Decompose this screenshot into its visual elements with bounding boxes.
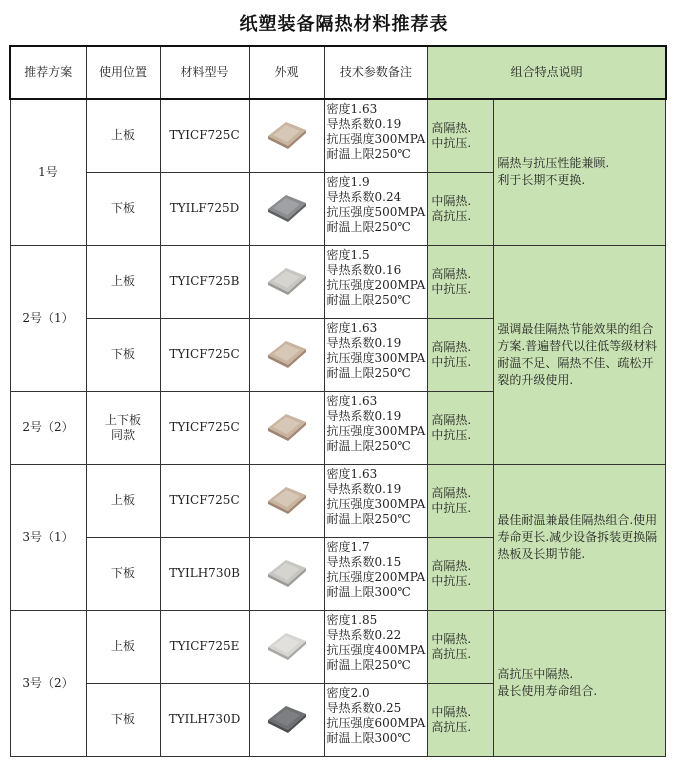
params-cell bbox=[324, 464, 428, 537]
param-line: 密度1.9 bbox=[326, 174, 370, 189]
appearance-cell bbox=[249, 99, 324, 172]
param-line: 导热系数0.22 bbox=[326, 627, 402, 642]
appearance-cell bbox=[249, 318, 324, 391]
light-tile-icon bbox=[264, 262, 310, 298]
light-tile-icon bbox=[264, 554, 310, 590]
note-line: 高抗压. bbox=[431, 646, 472, 661]
beige-tile-icon bbox=[264, 116, 310, 152]
param-line: 抗压强度300MPA bbox=[326, 496, 426, 511]
param-line: 密度1.63 bbox=[326, 466, 378, 481]
param-line: 耐温上限250℃ bbox=[326, 657, 411, 672]
params-cell bbox=[324, 610, 428, 683]
feature-line: 最长使用寿命组合. bbox=[497, 684, 598, 698]
param-line: 耐温上限300℃ bbox=[326, 584, 411, 599]
param-line: 耐温上限250℃ bbox=[326, 438, 411, 453]
model-cell: TYICF725C bbox=[160, 99, 249, 172]
position-cell bbox=[86, 391, 160, 464]
note-line: 中抗压. bbox=[431, 427, 472, 442]
note-line: 中抗压. bbox=[431, 281, 472, 296]
note-cell bbox=[428, 391, 494, 464]
features-cell bbox=[494, 245, 666, 464]
model-cell: TYILH730D bbox=[160, 683, 249, 756]
params-cell bbox=[324, 683, 428, 756]
header-features: 组合特点说明 bbox=[428, 46, 666, 99]
beige-tile-icon bbox=[264, 335, 310, 371]
param-line: 导热系数0.16 bbox=[326, 262, 402, 277]
note-cell bbox=[428, 245, 494, 318]
model-cell: TYICF725C bbox=[160, 464, 249, 537]
note-cell bbox=[428, 537, 494, 610]
note-line: 中隔热. bbox=[431, 704, 472, 719]
features-cell bbox=[494, 610, 666, 756]
feature-line: 隔热与抗压性能兼顾. bbox=[497, 156, 610, 171]
page-title: 纸塑装备隔热材料推荐表 bbox=[239, 14, 449, 35]
feature-line: 利于长期不更换. bbox=[497, 173, 586, 188]
position-cell: 下板 bbox=[86, 172, 160, 245]
appearance-cell bbox=[249, 172, 324, 245]
param-line: 耐温上限250℃ bbox=[326, 147, 411, 161]
note-cell bbox=[428, 683, 494, 756]
position-cell: 下板 bbox=[86, 537, 160, 610]
note-line: 高抗压. bbox=[431, 208, 472, 223]
header-model: 材料型号 bbox=[160, 46, 249, 99]
param-line: 密度1.7 bbox=[326, 539, 370, 554]
features-cell bbox=[494, 464, 666, 610]
param-line: 密度1.63 bbox=[326, 393, 378, 408]
param-line: 耐温上限250℃ bbox=[326, 292, 411, 307]
param-line: 密度1.85 bbox=[326, 612, 378, 627]
beige-tile-icon bbox=[264, 481, 310, 517]
features-cell bbox=[494, 99, 666, 245]
appearance-cell bbox=[249, 464, 324, 537]
material-table bbox=[9, 45, 667, 757]
header-row bbox=[10, 46, 666, 99]
note-line: 中抗压. bbox=[431, 500, 472, 515]
note-line: 高隔热. bbox=[431, 412, 472, 427]
param-line: 抗压强度600MPA bbox=[326, 715, 426, 730]
position-line: 同款 bbox=[110, 427, 135, 442]
position-cell: 上板 bbox=[86, 464, 160, 537]
scheme-label: 3号（2） bbox=[10, 610, 86, 756]
note-cell bbox=[428, 99, 494, 172]
feature-line: 高抗压中隔热. bbox=[497, 667, 574, 681]
param-line: 抗压强度200MPA bbox=[326, 569, 426, 584]
param-line: 抗压强度400MPA bbox=[326, 642, 426, 657]
table-row bbox=[10, 464, 666, 537]
beige-tile-icon bbox=[264, 408, 310, 444]
params-cell bbox=[324, 537, 428, 610]
position-cell: 下板 bbox=[86, 683, 160, 756]
scheme-label: 3号（1） bbox=[10, 464, 86, 610]
model-cell: TYICF725B bbox=[160, 245, 249, 318]
param-line: 抗压强度500MPA bbox=[326, 204, 426, 219]
param-line: 密度1.63 bbox=[326, 320, 378, 335]
note-line: 高隔热. bbox=[431, 120, 472, 135]
param-line: 导热系数0.15 bbox=[326, 554, 402, 569]
position-cell: 下板 bbox=[86, 318, 160, 391]
header-position: 使用位置 bbox=[86, 46, 160, 99]
gray-tile-icon bbox=[264, 189, 310, 225]
param-line: 导热系数0.19 bbox=[326, 335, 402, 350]
note-line: 高隔热. bbox=[431, 266, 472, 281]
feature-line: 强调最佳隔热节能效果的组合方案.普遍替代以往低等级材料耐温不足、隔热不佳、疏松开裂的升级使用. bbox=[497, 321, 658, 387]
header-scheme: 推荐方案 bbox=[10, 46, 86, 99]
appearance-cell bbox=[249, 391, 324, 464]
param-line: 耐温上限250℃ bbox=[326, 219, 411, 234]
note-line: 高隔热. bbox=[431, 558, 472, 573]
note-line: 中隔热. bbox=[431, 631, 472, 646]
param-line: 耐温上限250℃ bbox=[326, 365, 411, 380]
param-line: 抗压强度300MPA bbox=[326, 423, 426, 438]
param-line: 导热系数0.25 bbox=[326, 700, 402, 715]
position-cell: 上板 bbox=[86, 99, 160, 172]
note-cell bbox=[428, 318, 494, 391]
feature-line: 最佳耐温兼最佳隔热组合.使用寿命更长.减少设备拆装更换隔热板及长期节能. bbox=[497, 512, 658, 561]
param-line: 导热系数0.19 bbox=[326, 481, 402, 496]
note-cell bbox=[428, 610, 494, 683]
note-line: 中抗压. bbox=[431, 573, 472, 588]
param-line: 抗压强度300MPA bbox=[326, 350, 426, 365]
table-row bbox=[10, 99, 666, 172]
appearance-cell bbox=[249, 537, 324, 610]
note-line: 高隔热. bbox=[431, 339, 472, 354]
param-line: 密度2.0 bbox=[326, 685, 370, 700]
note-cell bbox=[428, 172, 494, 245]
model-cell: TYICF725C bbox=[160, 318, 249, 391]
pale-tile-icon bbox=[264, 627, 310, 663]
scheme-label: 2号（2） bbox=[10, 391, 86, 464]
model-cell: TYICF725C bbox=[160, 391, 249, 464]
param-line: 耐温上限300℃ bbox=[326, 730, 411, 745]
appearance-cell bbox=[249, 683, 324, 756]
note-cell bbox=[428, 464, 494, 537]
note-line: 高抗压. bbox=[431, 719, 472, 734]
param-line: 密度1.5 bbox=[326, 247, 370, 262]
params-cell bbox=[324, 318, 428, 391]
param-line: 耐温上限250℃ bbox=[326, 511, 411, 526]
param-line: 导热系数0.19 bbox=[326, 117, 402, 131]
scheme-label: 2号（1） bbox=[10, 245, 86, 391]
params-cell bbox=[324, 172, 428, 245]
param-line: 导热系数0.24 bbox=[326, 189, 402, 204]
appearance-cell bbox=[249, 245, 324, 318]
model-cell: TYICF725E bbox=[160, 610, 249, 683]
param-line: 密度1.63 bbox=[326, 102, 378, 116]
param-line: 抗压强度300MPA bbox=[326, 132, 426, 146]
header-params: 技术参数备注 bbox=[324, 46, 428, 99]
dark-tile-icon bbox=[264, 700, 310, 736]
scheme-label: 1号 bbox=[10, 99, 86, 245]
model-cell: TYILH730B bbox=[160, 537, 249, 610]
position-cell: 上板 bbox=[86, 245, 160, 318]
params-cell bbox=[324, 245, 428, 318]
header-appearance: 外观 bbox=[249, 46, 324, 99]
param-line: 导热系数0.19 bbox=[326, 408, 402, 423]
params-cell bbox=[324, 391, 428, 464]
model-cell: TYILF725D bbox=[160, 172, 249, 245]
table-row bbox=[10, 610, 666, 683]
position-cell: 上板 bbox=[86, 610, 160, 683]
params-cell bbox=[324, 99, 428, 172]
appearance-cell bbox=[249, 610, 324, 683]
param-line: 抗压强度200MPA bbox=[326, 277, 426, 292]
table-row bbox=[10, 245, 666, 318]
note-line: 中抗压. bbox=[431, 135, 472, 150]
position-line: 上下板 bbox=[104, 412, 141, 427]
note-line: 高隔热. bbox=[431, 485, 472, 500]
note-line: 中抗压. bbox=[431, 354, 472, 369]
note-line: 中隔热. bbox=[431, 193, 472, 208]
